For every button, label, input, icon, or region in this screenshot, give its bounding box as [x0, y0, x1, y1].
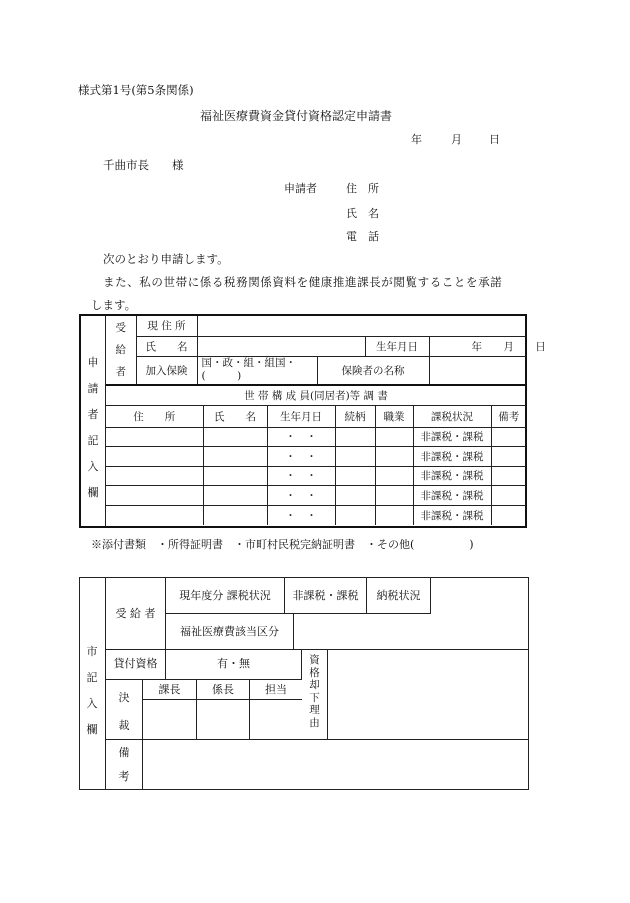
col-address: 住 所 [106, 405, 203, 427]
statement-line1: 次のとおり申請します。 [103, 252, 229, 266]
rejection-reason-field[interactable] [328, 650, 529, 740]
table-row [106, 505, 526, 525]
dob-cell[interactable]: ・ ・ [267, 505, 335, 525]
side-char: 記 [87, 434, 99, 447]
approver-subsection-chief: 係長 [197, 680, 250, 700]
category-label: 福祉医療費該当区分 [166, 614, 294, 650]
name-label: 氏 名 [346, 207, 379, 220]
dob-cell[interactable]: ・ ・ [267, 486, 335, 506]
remarks-field[interactable] [143, 740, 529, 790]
address-label: 住 所 [346, 182, 379, 195]
side-char: 入 [86, 697, 98, 710]
approval-label: 決 裁 [106, 680, 143, 740]
col-occupation: 職業 [375, 405, 413, 427]
recipient-label-cell: 受 給 者 [106, 316, 136, 384]
phone-label: 電 話 [346, 230, 379, 243]
loan-options[interactable]: 有・無 [166, 650, 302, 680]
current-address-label: 現 住 所 [136, 316, 197, 336]
current-address-field[interactable] [197, 316, 526, 336]
tax-status-cell[interactable]: 非課税・課税 [413, 466, 491, 486]
current-tax-label: 現年度分 課税状況 [166, 577, 285, 614]
city-recipient-label: 受 給 者 [106, 577, 166, 650]
birth-month-label: 月 [503, 340, 514, 353]
dob-cell[interactable]: ・ ・ [267, 447, 335, 467]
statement-line2: また、私の世帯に係る税務関係資料を健康推進課長が閲覧することを承諾 [103, 275, 503, 289]
dob-cell[interactable]: ・ ・ [267, 466, 335, 486]
dob-cell[interactable]: ・ ・ [267, 427, 335, 447]
birthdate-field[interactable] [429, 336, 546, 356]
rejection-reason-label: 資 格 却 下 理 由 [302, 650, 328, 740]
birth-year-label: 年 [471, 340, 482, 353]
tax-status-cell[interactable]: 非課税・課税 [413, 427, 491, 447]
payment-status-label: 納税状況 [367, 577, 431, 614]
attachments-note: ※添付書類 ・所得証明書 ・市町村民税完納証明書 ・その他( ) [91, 538, 474, 551]
side-char: 入 [87, 460, 99, 473]
applicant-label: 申請者 [284, 182, 317, 195]
birth-day-label: 日 [535, 340, 546, 353]
approver-section-chief: 課長 [143, 680, 197, 700]
col-name: 氏 名 [203, 405, 267, 427]
side-char: 申 [87, 356, 99, 369]
form-number: 様式第1号(第5条関係) [78, 83, 194, 97]
insurance-options[interactable]: 国・政・組・組国・ ( ) [197, 356, 317, 384]
date-year-label: 年 [411, 133, 422, 146]
tax-status-cell[interactable]: 非課税・課税 [413, 486, 491, 506]
side-char: 記 [86, 671, 98, 684]
table-row [106, 486, 526, 506]
side-char: 欄 [87, 486, 99, 499]
stamp-box-section-chief[interactable] [143, 700, 197, 740]
side-char: 請 [87, 382, 99, 395]
loan-qualification-label: 貸付資格 [106, 650, 166, 680]
table-row [106, 447, 526, 467]
category-field[interactable] [294, 614, 529, 650]
table-row [106, 427, 526, 447]
date-month-label: 月 [451, 133, 462, 146]
statement-line3: します。 [91, 298, 137, 312]
recipient-name-label: 氏 名 [136, 336, 197, 356]
stamp-box-staff[interactable] [250, 700, 302, 740]
side-char: 市 [86, 645, 98, 658]
side-char: 欄 [86, 723, 98, 736]
applicant-side-column [81, 316, 106, 526]
col-remarks: 備考 [491, 405, 526, 427]
col-tax-status: 課税状況 [413, 405, 491, 427]
city-side-column [79, 577, 106, 790]
table-row [106, 466, 526, 486]
col-relation: 続柄 [335, 405, 375, 427]
addressee: 千曲市長 様 [103, 158, 184, 172]
date-day-label: 日 [489, 133, 500, 146]
tax-options[interactable]: 非課税・課税 [285, 577, 367, 614]
tax-status-cell[interactable]: 非課税・課税 [413, 505, 491, 525]
insurer-name-field[interactable] [429, 356, 526, 384]
stamp-box-subsection-chief[interactable] [197, 700, 250, 740]
side-char: 者 [87, 408, 99, 421]
birthdate-label: 生年月日 [365, 336, 429, 356]
remarks-label: 備 考 [106, 740, 143, 790]
tax-status-cell[interactable]: 非課税・課税 [413, 447, 491, 467]
col-birthdate: 生年月日 [267, 405, 335, 427]
insurer-name-label: 保険者の名称 [317, 356, 429, 384]
household-table [106, 384, 526, 525]
approver-staff: 担当 [250, 680, 302, 700]
page-title: 福祉医療費資金貸付資格認定申請書 [200, 109, 393, 123]
recipient-info-table [106, 316, 546, 385]
recipient-name-field[interactable] [197, 336, 365, 356]
insurance-label: 加入保険 [136, 356, 197, 384]
household-title: 世 帯 構 成 員(同居者)等 調 書 [106, 385, 526, 405]
